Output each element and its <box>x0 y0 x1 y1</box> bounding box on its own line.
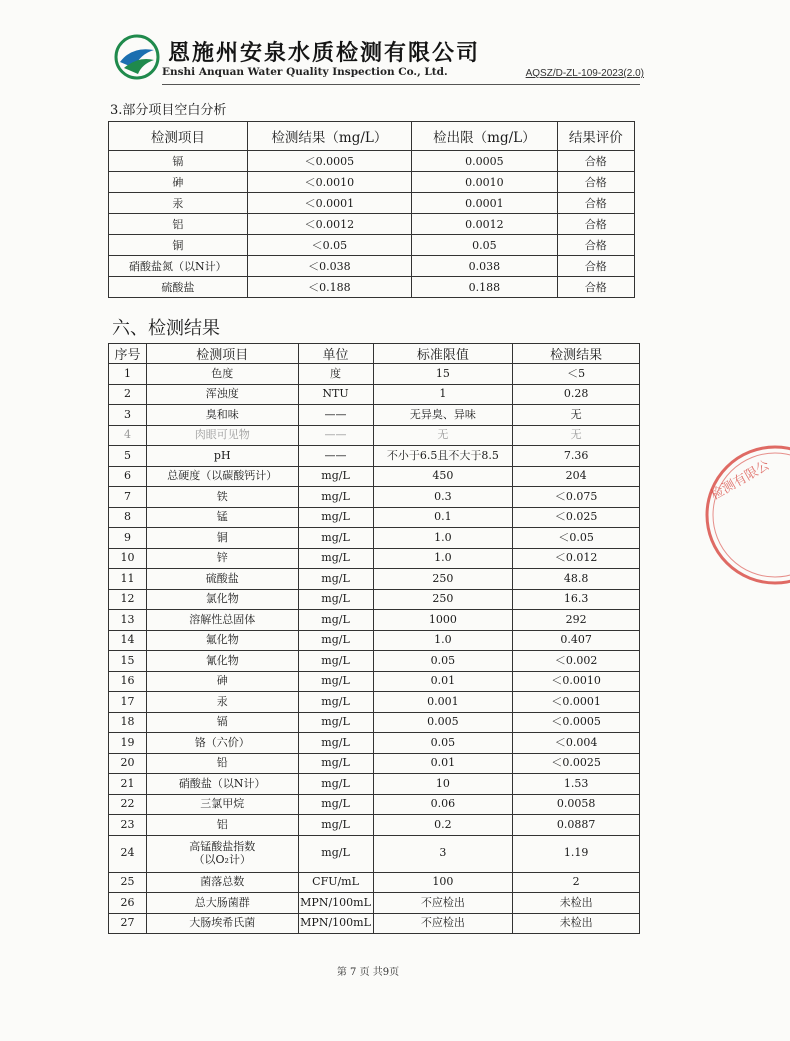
table-row <box>109 774 640 795</box>
table-cell: 0.1 <box>373 507 513 528</box>
table-row <box>109 528 640 549</box>
table-cell: 250 <box>373 569 513 590</box>
table-cell: ＜0.188 <box>247 277 411 298</box>
table-cell: 450 <box>373 466 513 487</box>
table-cell: 色度 <box>146 364 298 385</box>
table-cell: 总硬度（以碳酸钙计） <box>146 466 298 487</box>
table-cell: 0.188 <box>412 277 557 298</box>
table-cell: 0.0012 <box>412 214 557 235</box>
table-cell: 无异臭、异味 <box>373 405 513 426</box>
table-cell: 27 <box>109 913 147 934</box>
table-cell: 0.05 <box>373 651 513 672</box>
table-cell: 未检出 <box>513 893 640 914</box>
table-cell: mg/L <box>298 794 373 815</box>
table-cell: 三氯甲烷 <box>146 794 298 815</box>
table-row <box>109 277 635 298</box>
company-name-en: Enshi Anquan Water Quality Inspection Co., Ltd. <box>162 66 448 78</box>
column-header: 检测项目 <box>146 344 298 364</box>
table-cell: mg/L <box>298 671 373 692</box>
table-cell: 1.19 <box>513 835 640 872</box>
table-cell: 臭和味 <box>146 405 298 426</box>
table-cell: 合格 <box>557 172 634 193</box>
table-row <box>109 151 635 172</box>
table-cell: 250 <box>373 589 513 610</box>
table-cell: ＜0.0001 <box>247 193 411 214</box>
table-cell: MPN/100mL <box>298 893 373 914</box>
table-row <box>109 712 640 733</box>
table-cell: 砷 <box>146 671 298 692</box>
table-cell: 22 <box>109 794 147 815</box>
table-cell: ＜0.0010 <box>247 172 411 193</box>
table-cell: 未检出 <box>513 913 640 934</box>
table-cell: 48.8 <box>513 569 640 590</box>
table-row <box>109 630 640 651</box>
column-header: 序号 <box>109 344 147 364</box>
table-cell: 合格 <box>557 235 634 256</box>
table-cell: ＜0.05 <box>513 528 640 549</box>
table-cell: NTU <box>298 384 373 405</box>
table-cell: 17 <box>109 692 147 713</box>
table-cell: 0.407 <box>513 630 640 651</box>
table-cell: 高锰酸盐指数 （以O₂计） <box>146 835 298 872</box>
table-cell: 26 <box>109 893 147 914</box>
table-cell: 14 <box>109 630 147 651</box>
table-cell: mg/L <box>298 548 373 569</box>
table-cell: 镉 <box>146 712 298 733</box>
table-row <box>109 425 640 446</box>
table-cell: 0.038 <box>412 256 557 277</box>
table-cell: ＜5 <box>513 364 640 385</box>
table-cell: mg/L <box>298 712 373 733</box>
table-cell: mg/L <box>298 507 373 528</box>
table-cell: 铝 <box>146 815 298 836</box>
table-cell: 砷 <box>109 172 248 193</box>
table-row <box>109 446 640 467</box>
table-cell: 不应检出 <box>373 893 513 914</box>
table-cell: —— <box>298 446 373 467</box>
table-cell: 20 <box>109 753 147 774</box>
table-cell: mg/L <box>298 835 373 872</box>
company-logo-icon <box>114 34 160 80</box>
table-cell: 0.05 <box>373 733 513 754</box>
table-cell: 铬（六价） <box>146 733 298 754</box>
table-cell: 铝 <box>109 214 248 235</box>
table-row <box>109 507 640 528</box>
column-header: 检测结果 <box>513 344 640 364</box>
table-cell: 溶解性总固体 <box>146 610 298 631</box>
table-cell: 3 <box>373 835 513 872</box>
table-cell: ＜0.004 <box>513 733 640 754</box>
table-row <box>109 692 640 713</box>
table-cell: 铜 <box>146 528 298 549</box>
column-header: 检测结果（mg/L） <box>247 122 411 151</box>
table-cell: ＜0.0025 <box>513 753 640 774</box>
table-cell: 0.28 <box>513 384 640 405</box>
page-footer: 第 7 页 共9页 <box>336 967 400 978</box>
table-cell: 氟化物 <box>146 630 298 651</box>
header-rule <box>162 84 640 85</box>
table-cell: 25 <box>109 872 147 893</box>
table-cell: 0.2 <box>373 815 513 836</box>
table-cell: 无 <box>513 405 640 426</box>
table-cell: 3 <box>109 405 147 426</box>
section3-title: 3.部分项目空白分析 <box>110 103 227 118</box>
test-results-table <box>108 343 640 934</box>
column-header: 检测项目 <box>109 122 248 151</box>
table-cell: 锰 <box>146 507 298 528</box>
table-cell: ＜0.05 <box>247 235 411 256</box>
table-cell: 292 <box>513 610 640 631</box>
table-row <box>109 794 640 815</box>
table-cell: 16 <box>109 671 147 692</box>
table-row <box>109 548 640 569</box>
table-cell: 氰化物 <box>146 651 298 672</box>
table-cell: 4 <box>109 425 147 446</box>
table-cell: 铅 <box>146 753 298 774</box>
table-cell: 0.0058 <box>513 794 640 815</box>
blank-analysis-table <box>108 121 635 298</box>
table-row <box>109 235 635 256</box>
table-cell: 1.0 <box>373 548 513 569</box>
table-cell: 1.53 <box>513 774 640 795</box>
table-cell: mg/L <box>298 692 373 713</box>
table-cell: 不应检出 <box>373 913 513 934</box>
table-cell: 总大肠菌群 <box>146 893 298 914</box>
table-cell: 1.0 <box>373 528 513 549</box>
table-cell: mg/L <box>298 815 373 836</box>
table-cell: 镉 <box>109 151 248 172</box>
table-cell: 铜 <box>109 235 248 256</box>
table-cell: mg/L <box>298 753 373 774</box>
table-cell: mg/L <box>298 774 373 795</box>
table-cell: 无 <box>513 425 640 446</box>
table-row <box>109 172 635 193</box>
table-cell: 0.01 <box>373 753 513 774</box>
table-cell: ＜0.025 <box>513 507 640 528</box>
table-cell: 度 <box>298 364 373 385</box>
table-row <box>109 815 640 836</box>
table-row <box>109 893 640 914</box>
table-cell: 无 <box>373 425 513 446</box>
table-cell: 18 <box>109 712 147 733</box>
table-cell: pH <box>146 446 298 467</box>
table-cell: 合格 <box>557 277 634 298</box>
table-cell: mg/L <box>298 466 373 487</box>
table-cell: 0.06 <box>373 794 513 815</box>
table-row <box>109 256 635 277</box>
table-cell: 汞 <box>109 193 248 214</box>
table-cell: MPN/100mL <box>298 913 373 934</box>
table-cell: 21 <box>109 774 147 795</box>
table-cell: 2 <box>109 384 147 405</box>
table-cell: 0.0005 <box>412 151 557 172</box>
table-cell: ＜0.0005 <box>247 151 411 172</box>
section6-title: 六、检测结果 <box>112 318 220 339</box>
report-header <box>110 30 644 90</box>
table-cell: 合格 <box>557 256 634 277</box>
svg-text:检测有限公: 检测有限公 <box>708 457 773 504</box>
table-row <box>109 466 640 487</box>
table-cell: 硫酸盐 <box>109 277 248 298</box>
table-row <box>109 733 640 754</box>
table-cell: 100 <box>373 872 513 893</box>
table-cell: 15 <box>109 651 147 672</box>
table-cell: ＜0.002 <box>513 651 640 672</box>
table-row <box>109 589 640 610</box>
table-cell: 7.36 <box>513 446 640 467</box>
table-cell: 0.001 <box>373 692 513 713</box>
table-row <box>109 405 640 426</box>
table-cell: 汞 <box>146 692 298 713</box>
table-cell: 0.01 <box>373 671 513 692</box>
table-row <box>109 487 640 508</box>
table-cell: 1000 <box>373 610 513 631</box>
table-cell: 不小于6.5且不大于8.5 <box>373 446 513 467</box>
table-cell: 浑浊度 <box>146 384 298 405</box>
table-cell: 15 <box>373 364 513 385</box>
table-cell: ＜0.038 <box>247 256 411 277</box>
table-cell: 合格 <box>557 151 634 172</box>
table-cell: 13 <box>109 610 147 631</box>
table-cell: 19 <box>109 733 147 754</box>
table-cell: 硫酸盐 <box>146 569 298 590</box>
column-header: 单位 <box>298 344 373 364</box>
table-cell: CFU/mL <box>298 872 373 893</box>
table-cell: 氯化物 <box>146 589 298 610</box>
table-cell: 0.0010 <box>412 172 557 193</box>
table-cell: ＜0.0005 <box>513 712 640 733</box>
table-cell: 23 <box>109 815 147 836</box>
table-cell: —— <box>298 405 373 426</box>
table-cell: 硝酸盐（以N计） <box>146 774 298 795</box>
table-row <box>109 753 640 774</box>
table-cell: 2 <box>513 872 640 893</box>
table-row <box>109 610 640 631</box>
table-cell: 大肠埃希氏菌 <box>146 913 298 934</box>
table-cell: 0.0001 <box>412 193 557 214</box>
table-row <box>109 569 640 590</box>
table-row <box>109 671 640 692</box>
table-cell: mg/L <box>298 589 373 610</box>
column-header: 检出限（mg/L） <box>412 122 557 151</box>
table-cell: 0.3 <box>373 487 513 508</box>
table-cell: 7 <box>109 487 147 508</box>
table-cell: 1.0 <box>373 630 513 651</box>
table-cell: 8 <box>109 507 147 528</box>
document-number: AQSZ/D-ZL-109-2023(2.0) <box>525 68 644 79</box>
table-cell: mg/L <box>298 569 373 590</box>
table-row <box>109 872 640 893</box>
table-cell: 10 <box>373 774 513 795</box>
table-cell: ＜0.0010 <box>513 671 640 692</box>
table-row <box>109 913 640 934</box>
table-cell: mg/L <box>298 528 373 549</box>
table-cell: —— <box>298 425 373 446</box>
table-cell: 肉眼可见物 <box>146 425 298 446</box>
table-cell: 0.05 <box>412 235 557 256</box>
table-cell: mg/L <box>298 610 373 631</box>
table-cell: 204 <box>513 466 640 487</box>
table-cell: mg/L <box>298 487 373 508</box>
table-row <box>109 651 640 672</box>
table-cell: 24 <box>109 835 147 872</box>
table-row <box>109 835 640 872</box>
company-name-cn: 恩施州安泉水质检测有限公司 <box>168 40 481 66</box>
table-cell: 12 <box>109 589 147 610</box>
table-cell: 合格 <box>557 193 634 214</box>
table-cell: 硝酸盐氮（以N计） <box>109 256 248 277</box>
table-cell: 10 <box>109 548 147 569</box>
column-header: 结果评价 <box>557 122 634 151</box>
table-cell: ＜0.012 <box>513 548 640 569</box>
table-row <box>109 384 640 405</box>
column-header: 标准限值 <box>373 344 513 364</box>
table-cell: 0.005 <box>373 712 513 733</box>
table-cell: ＜0.0012 <box>247 214 411 235</box>
table-cell: 1 <box>109 364 147 385</box>
table-cell: 1 <box>373 384 513 405</box>
table-cell: mg/L <box>298 630 373 651</box>
red-seal-stamp <box>700 440 790 590</box>
table-cell: 合格 <box>557 214 634 235</box>
table-row <box>109 364 640 385</box>
table-row <box>109 214 635 235</box>
table-cell: 锌 <box>146 548 298 569</box>
table-cell: 铁 <box>146 487 298 508</box>
table-cell: ＜0.0001 <box>513 692 640 713</box>
table-cell: 0.0887 <box>513 815 640 836</box>
table-cell: mg/L <box>298 733 373 754</box>
table-cell: 16.3 <box>513 589 640 610</box>
table-cell: 11 <box>109 569 147 590</box>
table-cell: 菌落总数 <box>146 872 298 893</box>
table-row <box>109 193 635 214</box>
table-cell: ＜0.075 <box>513 487 640 508</box>
table-cell: mg/L <box>298 651 373 672</box>
table-cell: 5 <box>109 446 147 467</box>
table-cell: 9 <box>109 528 147 549</box>
table-cell: 6 <box>109 466 147 487</box>
